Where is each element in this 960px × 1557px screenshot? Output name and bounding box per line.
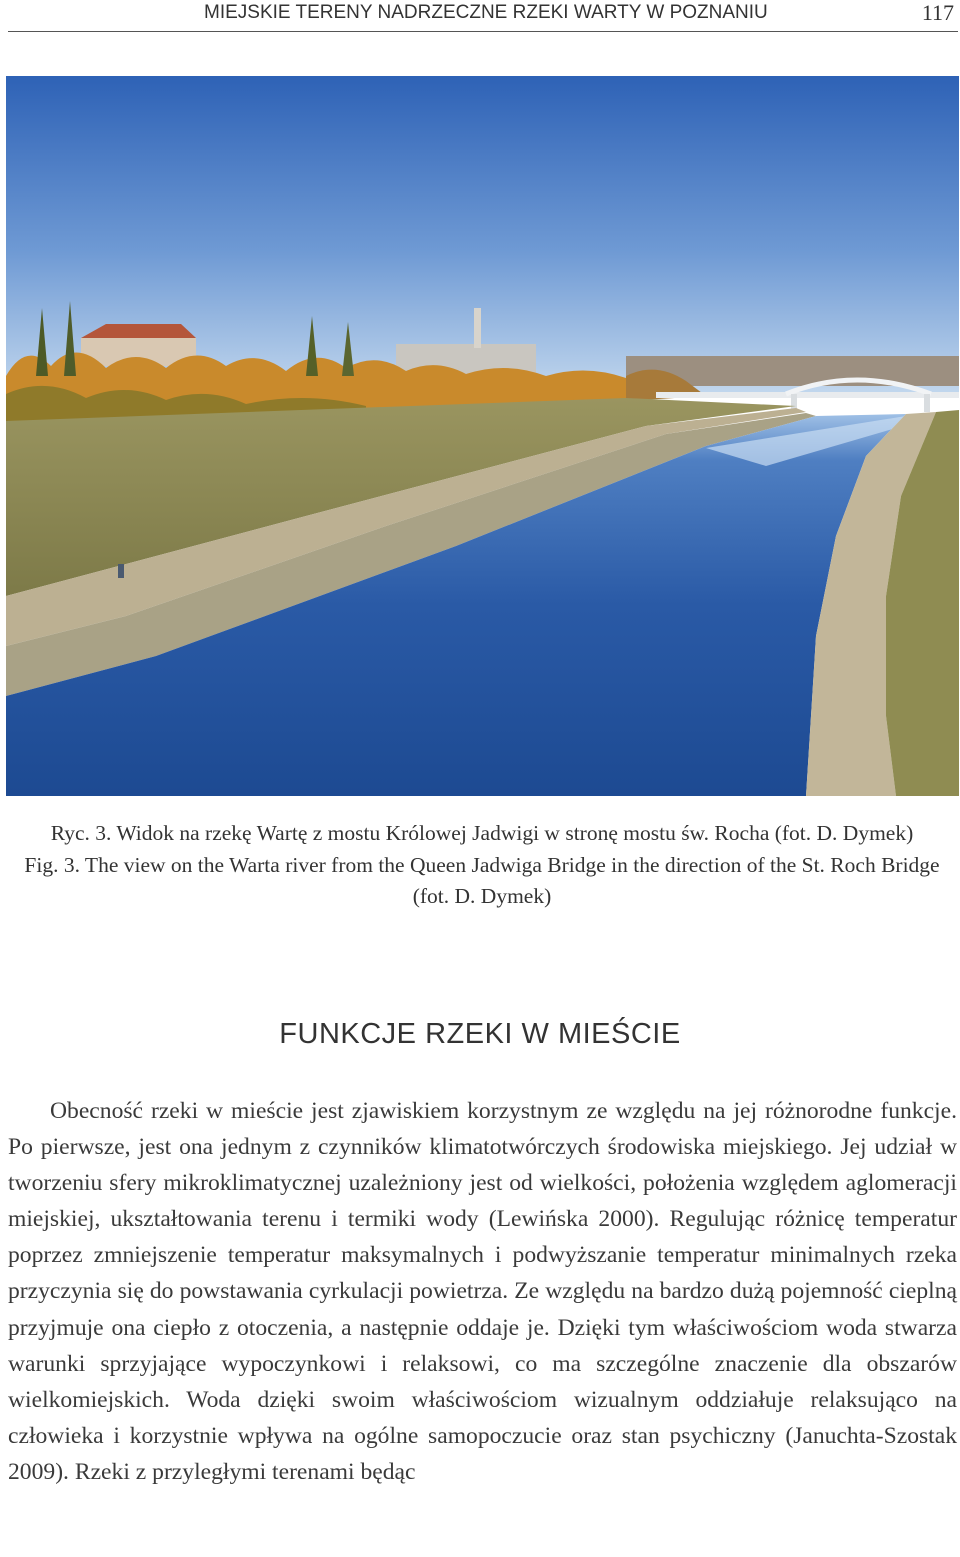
body-paragraph: Obecność rzeki w mieście jest zjawiskiem korzystnym ze względu na jej różnorodne funkcje. Po pierwsze, jest ona jednym z czynników klimatotwórczych środowiska miejskiego. Jej udział w tworzeniu sfery mikroklimatycznej uzależniony jest od wielkości, położenia względem aglomeracji miejskiej, ukształtowania terenu i termiki wody (Lewińska 2000). Regulując różnicę temperatur poprzez zmniejszenie temperatur maksymalnych i podwyższanie temperatur minimalnych rzeka przyczynia się do powstawania cyrkulacji powietrza. Ze względu na bardzo dużą pojemność cieplną przyjmuje ona ciepło z otoczenia, a następnie oddaje je. Dzięki tym właściwościom woda stwarza warunki sprzyjające wypoczynkowi i relaksowi, co ma szczególne znaczenie dla obszarów wielkomiejskich. Woda dzięki swoim właściwościom wizualnym oddziałuje relaksująco na człowieka i korzystnie wpływa na ogólne samopoczucie oraz stan psychiczny (Januchta-Szostak 2009). Rzeki z przyległymi terenami będąc bbox=[8, 1098, 957, 1485]
page-number: 117 bbox=[921, 0, 954, 25]
caption-polish: Ryc. 3. Widok na rzekę Wartę z mostu Królowej Jadwigi w stronę mostu św. Rocha (fot. D. Dymek) bbox=[50, 821, 914, 845]
figure-caption bbox=[8, 818, 956, 912]
running-title: MIEJSKIE TERENY NADRZECZNE RZEKI WARTY W POZNANIU bbox=[204, 2, 768, 23]
river-photo bbox=[6, 76, 959, 796]
running-head bbox=[8, 0, 958, 26]
section-heading: FUNKCJE RZEKI W MIEŚCIE bbox=[279, 1018, 681, 1050]
caption-english: Fig. 3. The view on the Warta river from the Queen Jadwiga Bridge in the direction of the St. Roch Bridge (fot. D. Dymek) bbox=[24, 853, 940, 908]
header-rule bbox=[8, 31, 958, 32]
